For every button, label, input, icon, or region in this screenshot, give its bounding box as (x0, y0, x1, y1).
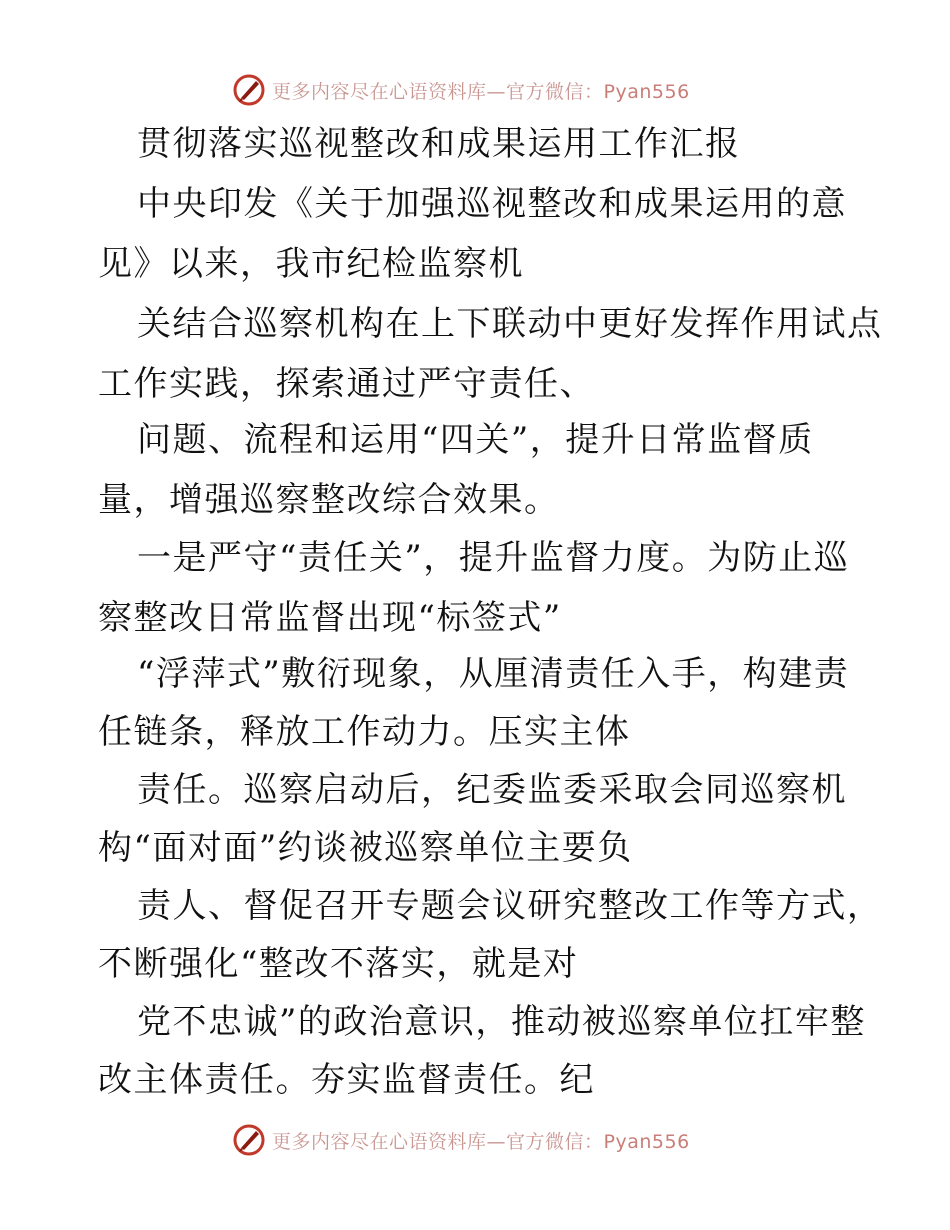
paragraph-line: 工作实践，探索通过严守责任、 (98, 364, 595, 404)
header-watermark (232, 72, 752, 108)
paragraph-line: 改主体责任。夯实监督责任。纪 (98, 1060, 595, 1100)
paragraph-line: 不断强化“整改不落实，就是对 (98, 944, 579, 984)
paragraph-line: “浮萍式”敷衍现象，从厘清责任入手，构建责 (137, 654, 850, 694)
paragraph-line: 关结合巡察机构在上下联动中更好发挥作用试点 (137, 304, 883, 344)
watermark-label: 更多内容尽在心语资料库—官方微信：Pyan556 (272, 80, 690, 103)
paragraph-line: 责任。巡察启动后，纪委监委采取会同巡察机 (137, 770, 847, 810)
paragraph-line: 责人、督促召开专题会议研究整改工作等方式， (137, 886, 883, 926)
paragraph-line: 察整改日常监督出现“标签式” (98, 598, 562, 638)
red-quill-logo-icon (232, 73, 266, 107)
watermark-label: 更多内容尽在心语资料库—官方微信：Pyan556 (272, 1130, 690, 1153)
paragraph-line: 量，增强巡察整改综合效果。 (98, 480, 560, 520)
paragraph-line: 中央印发《关于加强巡视整改和成果运用的意 (137, 184, 847, 224)
paragraph-line: 一是严守“责任关”，提升监督力度。为防止巡 (137, 538, 850, 578)
paragraph-line: 党不忠诚”的政治意识，推动被巡察单位扛牢整 (137, 1002, 866, 1042)
paragraph-line: 问题、流程和运用“四关”，提升日常监督质 (137, 420, 814, 460)
footer-watermark (232, 1122, 752, 1158)
paragraph-line: 任链条，释放工作动力。压实主体 (98, 712, 631, 752)
red-quill-logo-icon (232, 1123, 266, 1157)
document-title: 贯彻落实巡视整改和成果运用工作汇报 (137, 124, 741, 164)
paragraph-line: 见》以来，我市纪检监察机 (98, 244, 524, 284)
paragraph-line: 构“面对面”约谈被巡察单位主要负 (98, 828, 633, 868)
